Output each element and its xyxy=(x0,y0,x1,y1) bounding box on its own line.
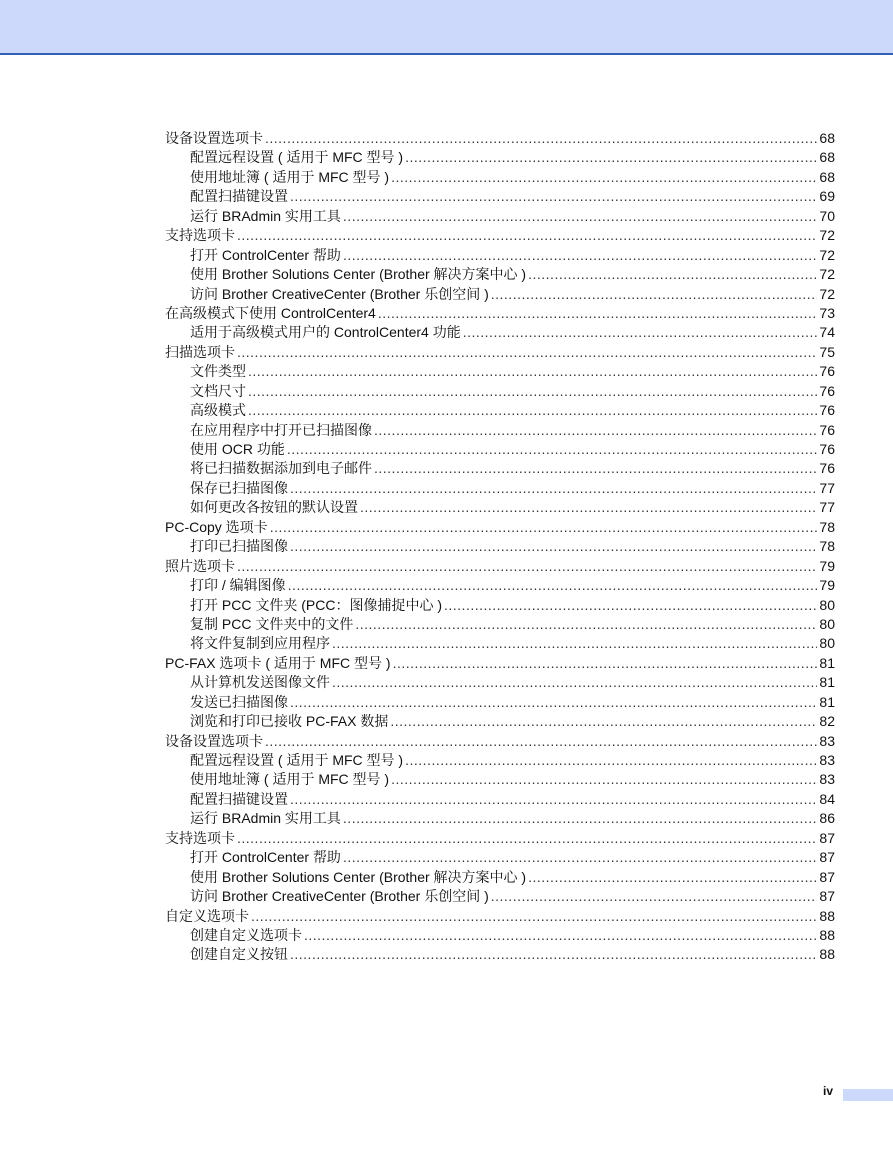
toc-entry-title: 照片选项卡 xyxy=(165,557,235,574)
toc-entry-page: 79 xyxy=(819,577,835,594)
toc-entry-title: 文件类型 xyxy=(190,363,246,380)
dot-leader xyxy=(528,868,817,887)
toc-entry-title: 支持选项卡 xyxy=(165,829,235,846)
page-number: iv xyxy=(823,1084,834,1098)
dot-leader xyxy=(391,168,817,187)
toc-entry-page: 74 xyxy=(819,324,835,341)
toc-entry[interactable] xyxy=(165,459,835,478)
dot-leader xyxy=(444,596,817,615)
toc-entry-title: 扫描选项卡 xyxy=(165,343,235,360)
toc-entry-page: 69 xyxy=(819,188,835,205)
dot-leader xyxy=(290,537,817,556)
toc-entry[interactable] xyxy=(165,226,835,245)
toc-entry-page: 68 xyxy=(819,130,835,146)
toc-entry-title: 如何更改各按钮的默认设置 xyxy=(190,499,358,516)
toc-entry[interactable] xyxy=(165,596,835,615)
dot-leader xyxy=(290,187,817,206)
toc-entry-title: 配置扫描键设置 xyxy=(190,790,288,807)
dot-leader xyxy=(237,829,817,848)
dot-leader xyxy=(391,770,817,789)
toc-entry[interactable] xyxy=(165,673,835,692)
toc-entry-page: 68 xyxy=(819,168,835,185)
toc-entry[interactable] xyxy=(165,945,835,964)
toc-entry[interactable] xyxy=(165,440,835,459)
toc-entry[interactable] xyxy=(165,518,835,537)
toc-entry-page: 76 xyxy=(819,363,835,380)
dot-leader xyxy=(528,265,817,284)
toc-entry[interactable] xyxy=(165,265,835,284)
toc-entry[interactable] xyxy=(165,304,835,323)
toc-entry-page: 87 xyxy=(819,829,835,846)
toc-entry-title: 配置扫描键设置 xyxy=(190,188,288,205)
dot-leader xyxy=(343,207,818,226)
dot-leader xyxy=(290,479,817,498)
toc-entry[interactable] xyxy=(165,362,835,381)
toc-entry[interactable] xyxy=(165,770,835,789)
toc-entry[interactable] xyxy=(165,498,835,517)
dot-leader xyxy=(237,343,817,362)
toc-entry-title: 从计算机发送图像文件 xyxy=(190,674,330,691)
toc-entry-page: 81 xyxy=(819,654,835,671)
toc-entry[interactable] xyxy=(165,168,835,187)
toc-entry-title: 发送已扫描图像 xyxy=(190,693,288,710)
toc-entry-title: 复制 PCC 文件夹中的文件 xyxy=(190,615,354,632)
toc-entry-page: 72 xyxy=(819,227,835,244)
toc-entry-title: 保存已扫描图像 xyxy=(190,479,288,496)
toc-entry-title: 文档尺寸 xyxy=(190,382,246,399)
dot-leader xyxy=(491,887,818,906)
toc-entry-title: 访问 Brother CreativeCenter (Brother 乐创空间 ) xyxy=(190,888,489,905)
dot-leader xyxy=(378,304,818,323)
toc-entry[interactable] xyxy=(165,343,835,362)
toc-entry-page: 83 xyxy=(819,771,835,788)
footer-tab xyxy=(843,1089,893,1101)
toc-entry[interactable] xyxy=(165,401,835,420)
toc-entry-page: 78 xyxy=(819,518,835,535)
toc-entry[interactable] xyxy=(165,557,835,576)
toc-entry-title: 打开 ControlCenter 帮助 xyxy=(190,849,341,866)
toc-entry-title: 支持选项卡 xyxy=(165,227,235,244)
toc-entry[interactable] xyxy=(165,479,835,498)
toc-entry-page: 72 xyxy=(819,266,835,283)
toc-entry[interactable] xyxy=(165,634,835,653)
dot-leader xyxy=(304,926,817,945)
toc-entry-title: 打开 PCC 文件夹 (PCC：图像捕捉中心 ) xyxy=(190,596,442,613)
header-band xyxy=(0,0,893,55)
toc-entry-page: 72 xyxy=(819,246,835,263)
dot-leader xyxy=(355,615,817,634)
dot-leader xyxy=(343,246,817,265)
dot-leader xyxy=(265,732,817,751)
toc-entry[interactable] xyxy=(165,829,835,848)
toc-entry-page: 78 xyxy=(819,538,835,555)
toc-entry-title: 将已扫描数据添加到电子邮件 xyxy=(190,460,372,477)
toc-entry-page: 72 xyxy=(819,285,835,302)
toc-entry-page: 80 xyxy=(819,596,835,613)
toc-entry[interactable] xyxy=(165,693,835,712)
dot-leader xyxy=(360,498,817,517)
toc-entry-title: 使用 Brother Solutions Center (Brother 解决方案中心 ) xyxy=(190,868,527,885)
dot-leader xyxy=(288,576,818,595)
dot-leader xyxy=(405,148,817,167)
toc-entry-title: 配置远程设置 ( 适用于 MFC 型号 ) xyxy=(190,752,404,768)
toc-entry[interactable] xyxy=(165,421,835,440)
toc-entry-page: 79 xyxy=(819,557,835,574)
toc-entry-title: PC-FAX 选项卡 ( 适用于 MFC 型号 ) xyxy=(165,654,391,671)
dot-leader xyxy=(270,518,818,537)
dot-leader xyxy=(390,712,817,731)
toc-entry-page: 81 xyxy=(819,693,835,710)
dot-leader xyxy=(374,459,817,478)
toc-entry-page: 88 xyxy=(819,946,835,963)
toc-entry-page: 87 xyxy=(819,868,835,885)
toc-entry[interactable] xyxy=(165,654,835,673)
toc-entry[interactable] xyxy=(165,809,835,828)
toc-entry-title: 创建自定义选项卡 xyxy=(190,926,302,943)
dot-leader xyxy=(237,226,817,245)
toc-entry[interactable] xyxy=(165,732,835,751)
toc-entry[interactable] xyxy=(165,207,835,226)
toc-entry-page: 77 xyxy=(819,479,835,496)
toc-entry-title: 在高级模式下使用 ControlCenter4 xyxy=(165,304,376,321)
toc-entry[interactable] xyxy=(165,187,835,206)
dot-leader xyxy=(290,693,817,712)
toc-entry-title: 适用于高级模式用户的 ControlCenter4 功能 xyxy=(190,324,461,341)
toc-entry[interactable] xyxy=(165,868,835,887)
toc-entry-title: 使用地址簿 ( 适用于 MFC 型号 ) xyxy=(190,771,390,788)
toc-entry[interactable] xyxy=(165,129,835,148)
dot-leader xyxy=(248,362,817,381)
toc-entry-title: 创建自定义按钮 xyxy=(190,946,288,963)
dot-leader xyxy=(265,129,817,148)
toc-entry-page: 80 xyxy=(819,635,835,652)
toc-entry-page: 76 xyxy=(819,382,835,399)
table-of-contents xyxy=(165,129,835,965)
toc-entry-page: 86 xyxy=(819,810,835,827)
toc-entry-page: 76 xyxy=(819,460,835,477)
dot-leader xyxy=(343,848,817,867)
dot-leader xyxy=(393,654,818,673)
toc-entry[interactable] xyxy=(165,537,835,556)
toc-entry[interactable] xyxy=(165,323,835,342)
toc-entry[interactable] xyxy=(165,285,835,304)
toc-entry[interactable] xyxy=(165,907,835,926)
toc-entry-page: 81 xyxy=(819,674,835,691)
toc-entry-title: 在应用程序中打开已扫描图像 xyxy=(190,421,372,438)
toc-entry-page: 87 xyxy=(819,849,835,866)
toc-entry-title: 使用 OCR 功能 xyxy=(190,441,285,457)
toc-entry[interactable] xyxy=(165,712,835,731)
toc-entry[interactable] xyxy=(165,887,835,906)
toc-entry-title: 自定义选项卡 xyxy=(165,907,249,924)
toc-entry-page: 73 xyxy=(819,304,835,321)
toc-entry-page: 88 xyxy=(819,907,835,924)
toc-entry-page: 70 xyxy=(819,207,835,224)
toc-entry-page: 76 xyxy=(819,421,835,438)
toc-entry[interactable] xyxy=(165,926,835,945)
dot-leader xyxy=(491,285,818,304)
dot-leader xyxy=(332,634,817,653)
dot-leader xyxy=(332,673,817,692)
toc-entry-page: 76 xyxy=(819,441,835,457)
toc-entry-page: 83 xyxy=(819,752,835,768)
toc-entry-page: 88 xyxy=(819,926,835,943)
toc-entry-page: 82 xyxy=(819,713,835,730)
toc-entry-title: 设备设置选项卡 xyxy=(165,130,263,146)
toc-entry[interactable] xyxy=(165,148,835,167)
toc-entry[interactable] xyxy=(165,615,835,634)
toc-entry-page: 80 xyxy=(819,615,835,632)
toc-entry-title: 打印 / 编辑图像 xyxy=(190,577,286,594)
toc-entry-page: 75 xyxy=(819,343,835,360)
toc-entry-title: 浏览和打印已接收 PC-FAX 数据 xyxy=(190,713,389,730)
toc-entry-page: 87 xyxy=(819,888,835,905)
toc-entry[interactable] xyxy=(165,790,835,809)
dot-leader xyxy=(463,323,818,342)
dot-leader xyxy=(374,421,817,440)
toc-entry-title: 使用 Brother Solutions Center (Brother 解决方案中心 ) xyxy=(190,266,527,283)
toc-entry[interactable] xyxy=(165,848,835,867)
dot-leader xyxy=(237,557,817,576)
toc-entry-page: 83 xyxy=(819,732,835,749)
dot-leader xyxy=(343,809,818,828)
dot-leader xyxy=(290,790,817,809)
toc-entry-title: 运行 BRAdmin 实用工具 xyxy=(190,810,341,827)
dot-leader xyxy=(251,907,817,926)
toc-entry-title: 高级模式 xyxy=(190,402,246,419)
toc-entry-title: 设备设置选项卡 xyxy=(165,732,263,749)
toc-entry-title: 运行 BRAdmin 实用工具 xyxy=(190,207,341,224)
dot-leader xyxy=(248,382,817,401)
toc-entry[interactable] xyxy=(165,246,835,265)
toc-entry[interactable] xyxy=(165,382,835,401)
toc-entry-title: 访问 Brother CreativeCenter (Brother 乐创空间 ) xyxy=(190,285,489,302)
toc-entry[interactable] xyxy=(165,576,835,595)
toc-entry-page: 84 xyxy=(819,790,835,807)
toc-entry-title: 配置远程设置 ( 适用于 MFC 型号 ) xyxy=(190,149,404,166)
toc-entry-title: 打开 ControlCenter 帮助 xyxy=(190,246,341,263)
dot-leader xyxy=(248,401,817,420)
toc-entry-page: 68 xyxy=(819,149,835,166)
toc-entry-page: 77 xyxy=(819,499,835,516)
toc-entry-title: 使用地址簿 ( 适用于 MFC 型号 ) xyxy=(190,168,390,185)
toc-entry-page: 76 xyxy=(819,402,835,419)
toc-entry-title: 打印已扫描图像 xyxy=(190,538,288,555)
toc-entry-title: PC-Copy 选项卡 xyxy=(165,518,268,535)
dot-leader xyxy=(405,751,817,770)
toc-entry-title: 将文件复制到应用程序 xyxy=(190,635,330,652)
dot-leader xyxy=(287,440,818,459)
toc-entry[interactable] xyxy=(165,751,835,770)
dot-leader xyxy=(290,945,817,964)
